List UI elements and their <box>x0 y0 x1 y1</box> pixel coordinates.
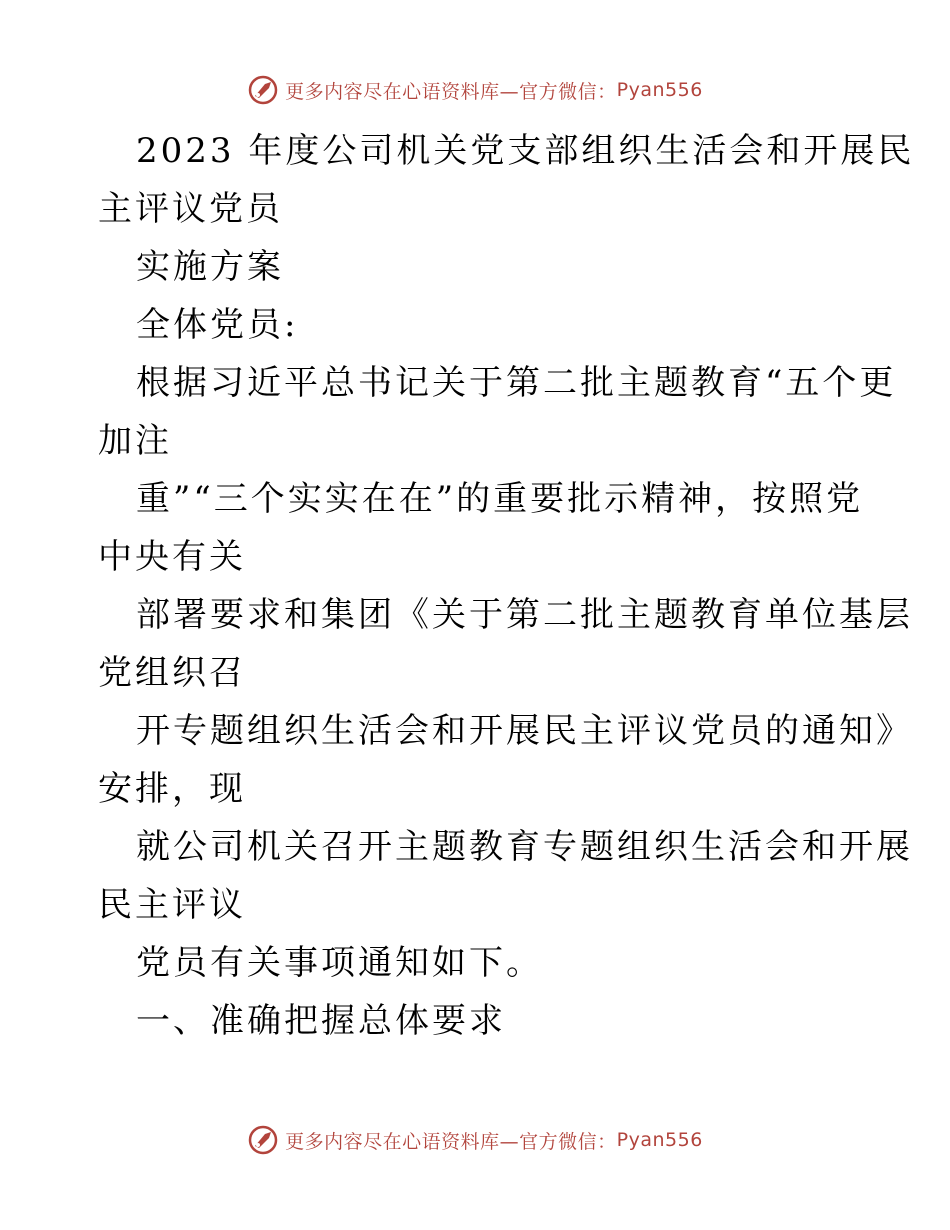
document-body <box>98 122 915 1050</box>
document-line: 重”“三个实实在在”的重要批示精神，按照党 <box>136 479 864 519</box>
footer-wechat-id: Pyan556 <box>616 1129 703 1151</box>
brand-logo-icon <box>247 1124 279 1156</box>
document-line: 中央有关 <box>98 537 246 577</box>
brand-logo-icon <box>247 74 279 106</box>
document-line: 2023 年度公司机关党支部组织生活会和开展民 <box>136 131 915 171</box>
document-line: 民主评议 <box>98 885 246 925</box>
document-line: 党组织召 <box>98 653 246 693</box>
header-watermark <box>0 70 950 110</box>
document-line: 全体党员: <box>136 305 299 345</box>
header-wechat-id: Pyan556 <box>616 79 703 101</box>
document-line: 党员有关事项通知如下。 <box>136 943 543 983</box>
footer-watermark <box>0 1120 950 1160</box>
document-line: 一、准确把握总体要求 <box>136 1001 506 1041</box>
document-line: 开专题组织生活会和开展民主评议党员的通知》 <box>136 711 913 751</box>
document-line: 根据习近平总书记关于第二批主题教育“五个更 <box>136 363 897 403</box>
footer-watermark-text: 更多内容尽在心语资料库—官方微信： <box>285 1130 617 1153</box>
document-line: 就公司机关召开主题教育专题组织生活会和开展 <box>136 827 913 867</box>
document-line: 实施方案 <box>136 247 284 287</box>
document-line: 安排，现 <box>98 769 246 809</box>
document-line: 部署要求和集团《关于第二批主题教育单位基层 <box>136 595 913 635</box>
document-line: 加注 <box>98 421 172 461</box>
header-watermark-text: 更多内容尽在心语资料库—官方微信： <box>285 80 617 103</box>
document-line: 主评议党员 <box>98 189 283 229</box>
